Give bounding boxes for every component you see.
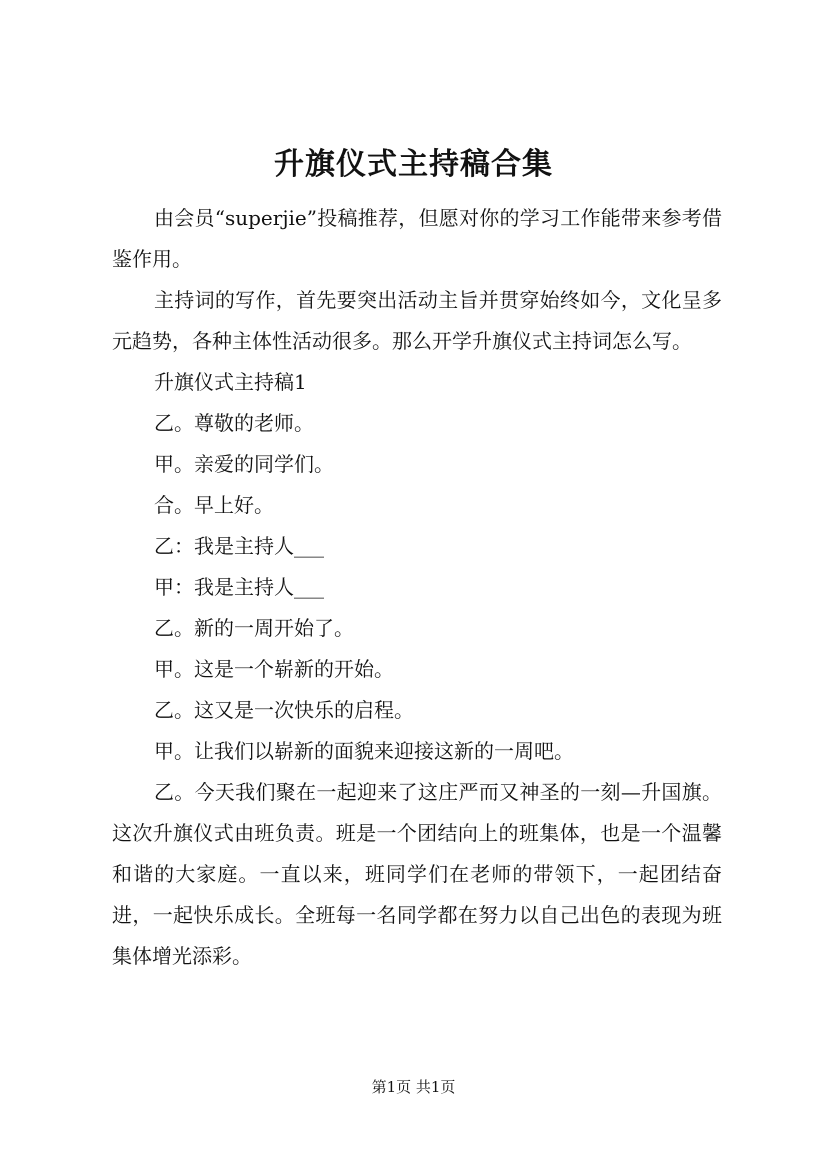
script-line: 甲。亲爱的同学们。 [154,452,334,476]
section-heading: 升旗仪式主持稿1 [154,370,307,394]
paragraph-intro: 由会员“superjie”投稿推荐，但愿对你的学习工作能带来参考借鉴作用。 [112,206,722,271]
script-line: 甲：我是主持人___ [154,575,324,599]
script-line: 乙。这又是一次快乐的启程。 [154,698,414,722]
script-line: 甲。让我们以崭新的面貌来迎接这新的一周吧。 [154,739,574,763]
script-line: 乙：我是主持人___ [154,534,324,558]
page-footer: 第1页 共1页 [371,1078,456,1096]
script-line: 甲。这是一个崭新的开始。 [154,657,394,681]
paragraph-writing-guidance: 主持词的写作，首先要突出活动主旨并贯穿始终如今，文化呈多元趋势，各种主体性活动很多。那么开学升旗仪式主持词怎么写。 [112,288,722,353]
script-line: 乙。尊敬的老师。 [154,411,314,435]
document-title: 升旗仪式主持稿合集 [274,147,553,182]
script-line: 合。早上好。 [154,493,274,517]
script-paragraph: 乙。今天我们聚在一起迎来了这庄严而又神圣的一刻—升国旗。这次升旗仪式由班负责。班是一个团结向上的班集体，也是一个温馨和谐的大家庭。一直以来，班同学们在老师的带领下，一起团结奋进，一起快乐成长。全班每一名同学都在努力以自己出色的表现为班集体增光添彩。 [112,780,722,968]
script-line: 乙。新的一周开始了。 [154,616,354,640]
document-body [112,198,722,977]
